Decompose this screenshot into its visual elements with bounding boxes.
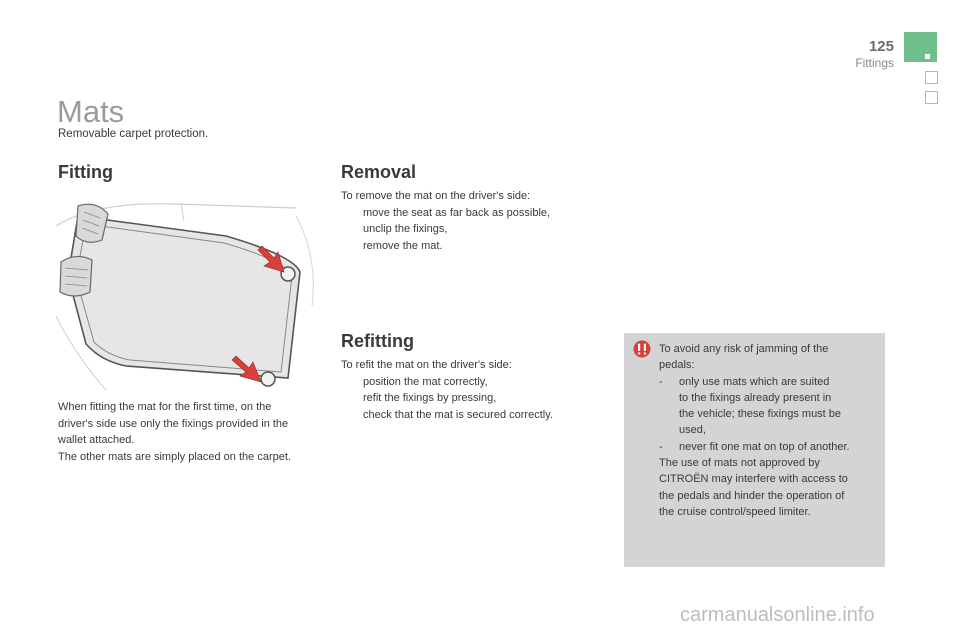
list-item: refit the fixings by pressing, [363,392,497,404]
list-item: check that the mat is secured correctly. [363,408,553,421]
refitting-heading: Refitting [341,331,414,351]
mat-illustration [56,196,322,390]
list-item: - never fit one mat on top of another. [659,439,883,455]
text-line: The use of mats not approved by [659,457,820,470]
section-name: Fittings [855,56,894,70]
refitting-text [341,357,601,423]
list-item: position the mat correctly, [363,375,488,388]
section-tab[interactable] [925,71,938,84]
text-line: the pedals and hinder the operation of [659,489,845,502]
list-item: unclip the fixings, [363,223,448,235]
watermark: carmanualsonline.info [680,604,875,626]
removal-intro: To remove the mat on the driver's side: [341,190,531,202]
list-item: remove the mat. [363,239,443,252]
text-line: wallet attached. [58,434,135,446]
dash-icon: - [659,375,663,388]
section-tab[interactable] [925,91,938,104]
removal-text [341,188,601,254]
text-line: CITROËN may interfere with access to [659,473,848,486]
text-line: the cruise control/speed limiter. [659,505,811,518]
removal-heading: Removal [341,162,417,182]
fitting-text [58,399,328,465]
fitting-heading: Fitting [58,162,113,182]
text-line: To avoid any risk of jamming of the [659,343,829,355]
page-number: 125 [868,38,894,55]
tab-marker-icon [925,54,930,59]
list-item: - only use mats which are suited to the fixings already present in the vehicle; these fixings must be used, [659,375,842,437]
warning-text [659,341,883,520]
refitting-intro: To refit the mat on the driver's side: [341,359,512,371]
page-title: Mats [57,94,125,129]
warning-icon [633,340,651,358]
section-tab-active[interactable] [904,32,937,62]
text-line: When fitting the mat for the first time, on the [58,401,272,413]
text-line: pedals: [659,359,695,372]
page-subtitle: Removable carpet protection. [58,128,209,140]
text-line: driver's side use only the fixings provided in the [58,417,289,430]
text-line: The other mats are simply placed on the carpet. [58,450,291,463]
list-item: move the seat as far back as possible, [363,206,551,219]
dash-icon: - [659,440,663,453]
